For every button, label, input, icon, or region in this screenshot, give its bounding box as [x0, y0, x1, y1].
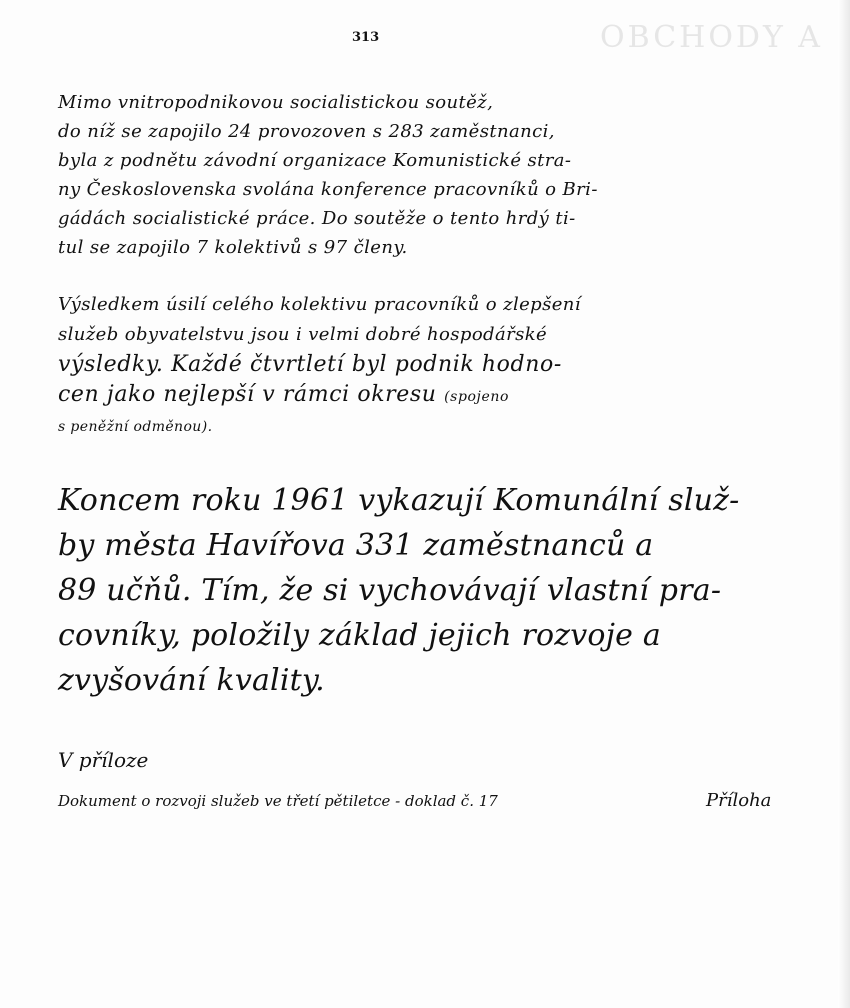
text-line: Výsledkem úsilí celého kolektivu pracovníků o zlepšení	[58, 294, 581, 315]
text-line-note: (spojeno	[444, 389, 510, 405]
appendix-heading: V příloze	[58, 748, 149, 772]
page-number: 313	[352, 30, 380, 45]
appendix-document: Dokument o rozvoji služeb ve třetí pětiletce - doklad č. 17	[58, 792, 498, 810]
paragraph-socialist-competition	[58, 88, 598, 262]
text-line: byla z podnětu závodní organizace Komunistické stra-	[58, 150, 572, 171]
text-line: zvyšování kvality.	[58, 663, 325, 698]
text-line-main: cen jako nejlepší v rámci okresu	[58, 382, 437, 407]
text-line: s peněžní odměnou).	[58, 419, 213, 435]
paragraph-employees	[58, 478, 740, 703]
text-line: 89 učňů. Tím, že si vychovávají vlastní pra-	[58, 573, 722, 608]
text-line: Koncem roku 1961 vykazují Komunální služ-	[58, 483, 740, 518]
text-line: ny Československa svolána konference pracovníků o Bri-	[58, 179, 598, 200]
text-line: by města Havířova 331 zaměstnanců a	[58, 528, 654, 563]
text-line: gádách socialistické práce. Do soutěže o tento hrdý ti-	[58, 208, 576, 229]
text-line	[58, 380, 581, 412]
text-line: výsledky. Každé čtvrtletí byl podnik hodno-	[58, 352, 562, 377]
attachment-label: Příloha	[706, 790, 772, 811]
text-line: tul se zapojilo 7 kolektivů s 97 členy.	[58, 237, 408, 258]
text-line: služeb obyvatelstvu jsou i velmi dobré hospodářské	[58, 324, 548, 345]
bleed-through-text: OBCHODY A	[600, 20, 823, 55]
text-line: do níž se zapojilo 24 provozoven s 283 zaměstnanci,	[58, 121, 555, 142]
text-line: covníky, položily základ jejich rozvoje a	[58, 618, 661, 653]
paragraph-results	[58, 290, 581, 442]
page-edge-shadow	[838, 0, 850, 1008]
text-line: Mimo vnitropodnikovou socialistickou soutěž,	[58, 92, 494, 113]
